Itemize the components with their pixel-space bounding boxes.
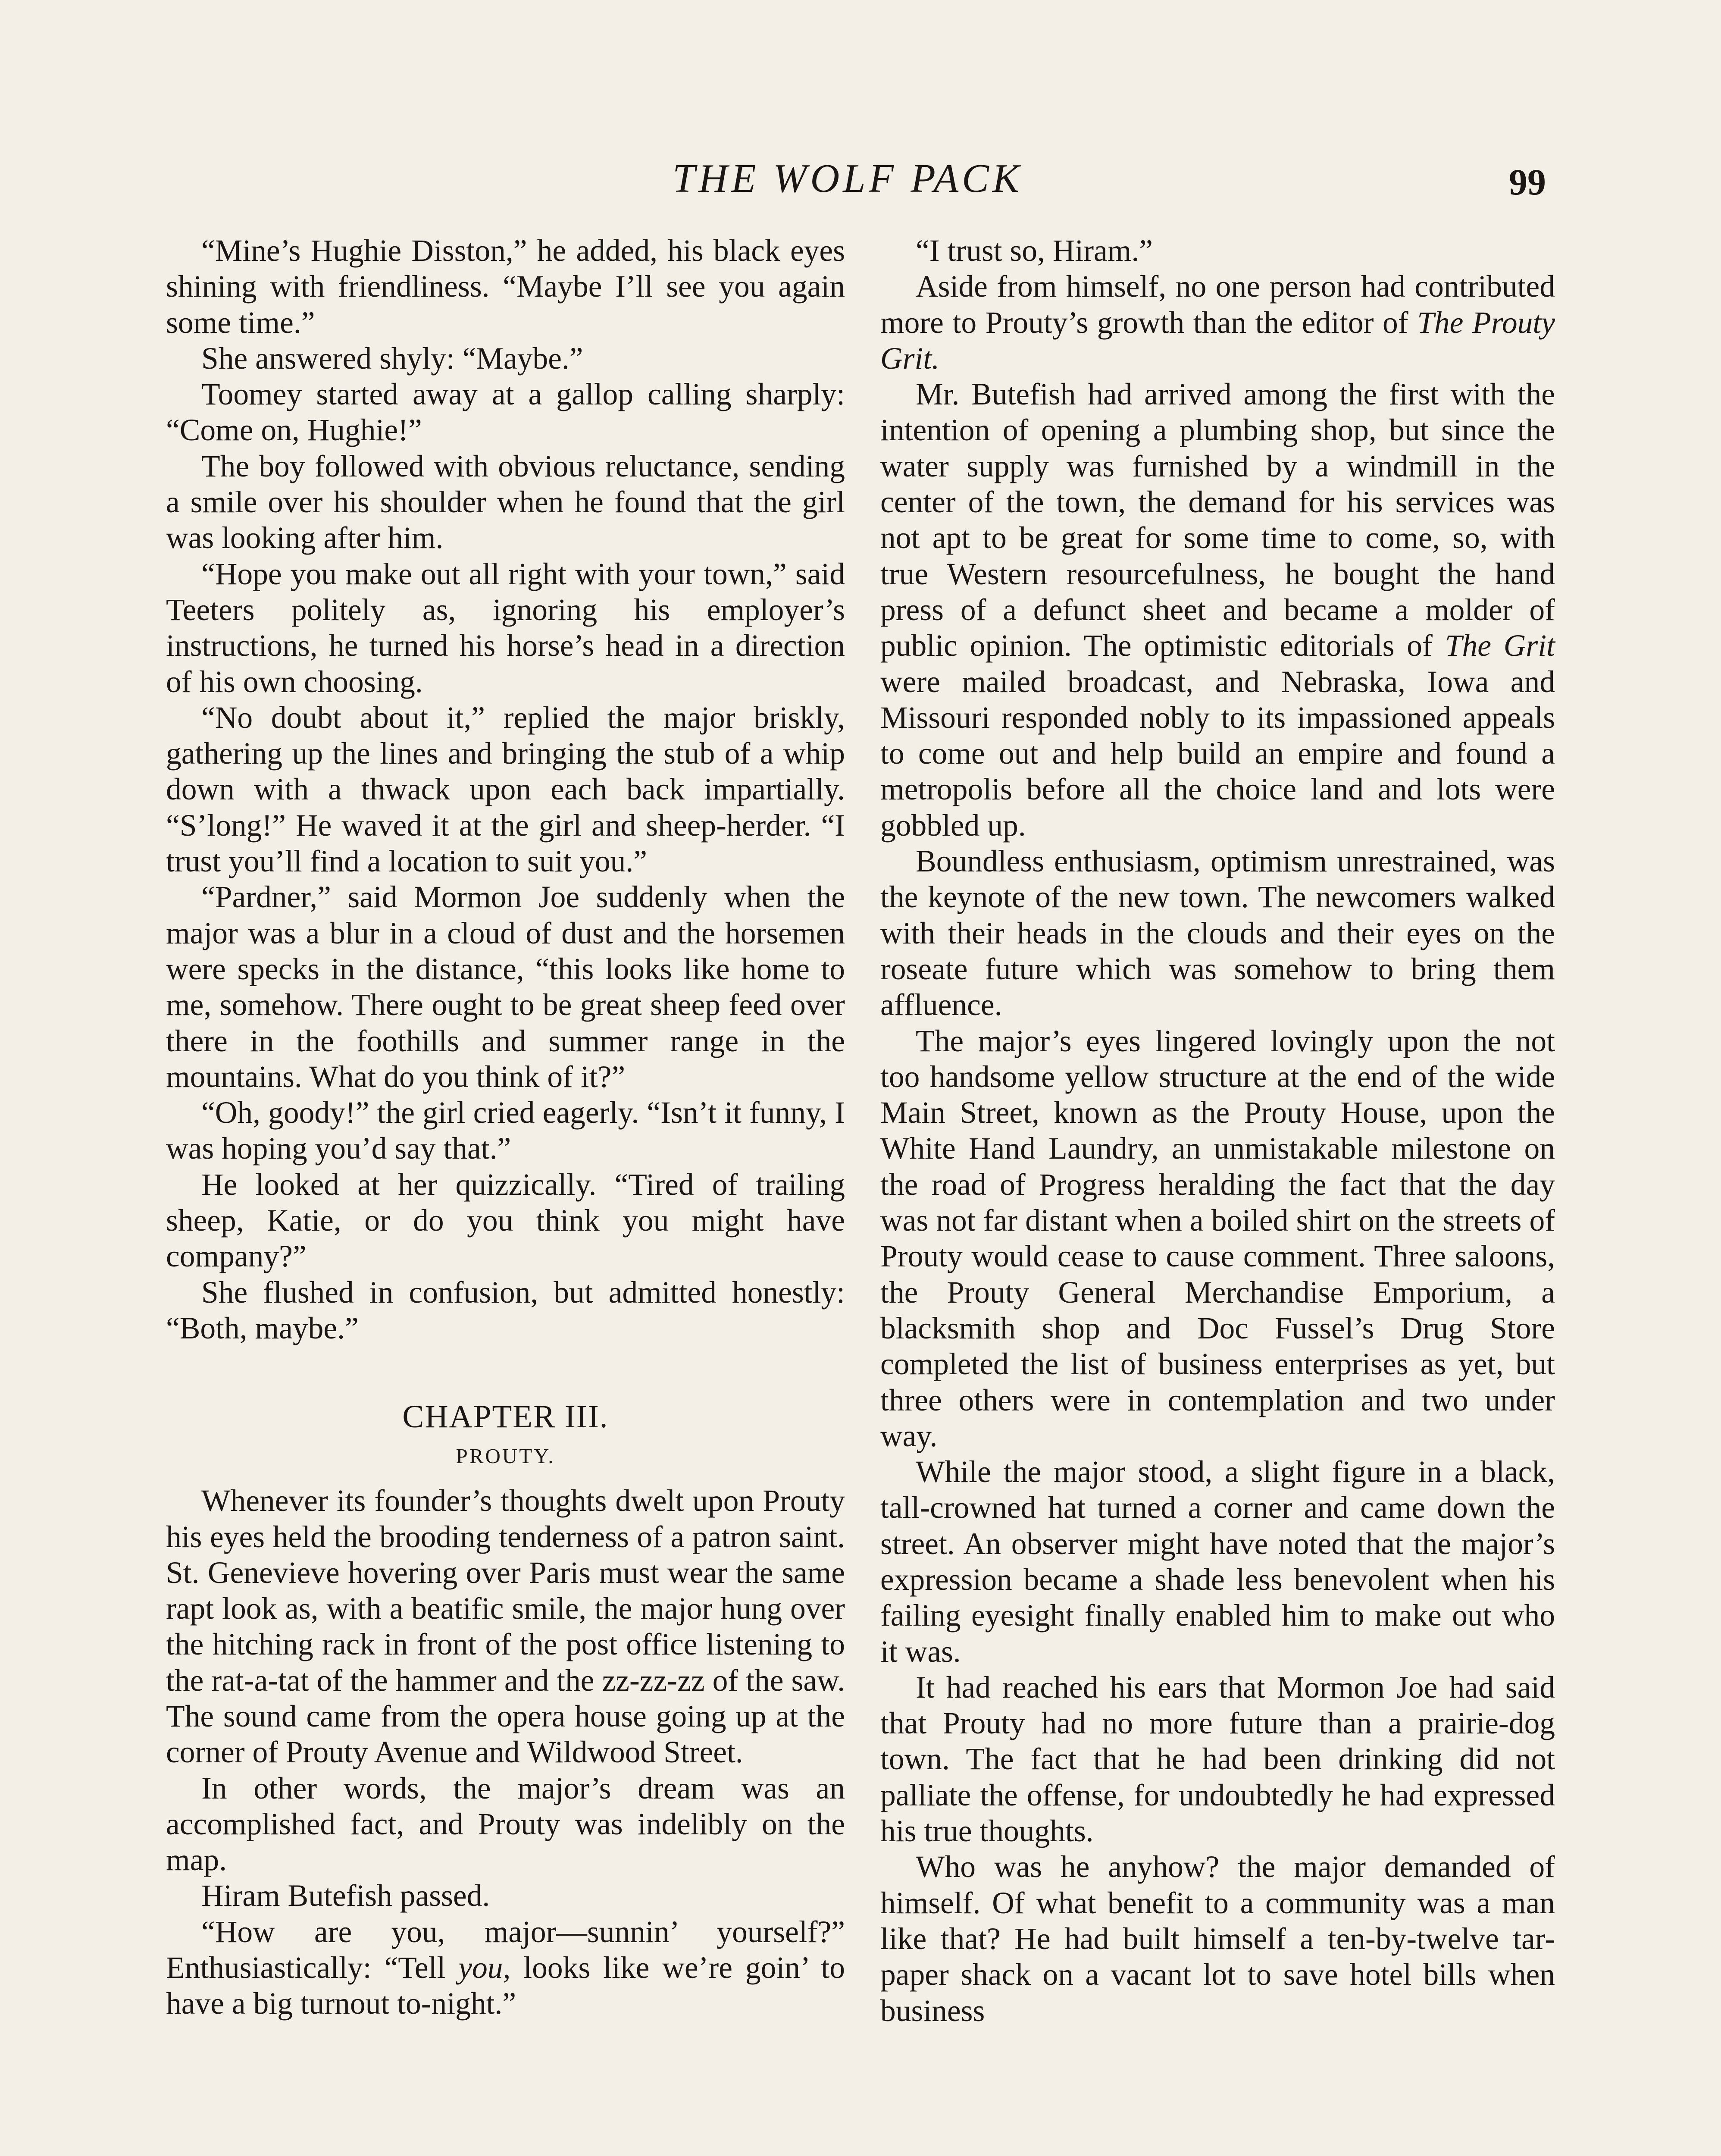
running-title: THE WOLF PACK bbox=[673, 156, 1023, 201]
paragraph: The major’s eyes lingered lovingly upon the not too handsome yellow structure at the end of the wide Main Street, known as the Prouty House, upon the White Hand Laundry, an unmistakable milestone on the road of Progress heralding the fact that the day was not far distant when a boiled shirt on the streets of Prouty would cease to cause comment. Three saloons, the Prouty General Merchandise Emporium, a blacksmith shop and Doc Fussel’s Drug Store completed the list of business enterprises as yet, but three others were in contemplation and two under way. bbox=[880, 1024, 1555, 1453]
paragraph: Whenever its founder’s thoughts dwelt upon Prouty his eyes held the brooding tenderness of a patron saint. St. Genevieve hovering over Paris must wear the same rapt look as, with a beatific smile, the major hung over the hitching rack in front of the post office listening to the rat-a-tat of the hammer and the zz-zz-zz of the saw. The sound came from the opera house going up at the corner of Prouty Avenue and Wildwood Street. bbox=[166, 1484, 845, 1770]
italic-text: you, bbox=[458, 1951, 511, 1985]
text-run: Mr. Butefish had arrived among the first with the intention of opening a plumbing shop, but since the water supply was furnished by a windmill in the center of the town, the demand for his services was not apt to be great for some time to come, so, with true Western resourcefulness, he bought the hand press of a defunct sheet and became a molder of public opinion. The optimistic editorials of bbox=[880, 377, 1555, 663]
italic-text: The Grit bbox=[1445, 629, 1555, 663]
paragraph bbox=[880, 269, 1555, 376]
paragraph: “Oh, goody!” the girl cried eagerly. “Isn’t it funny, I was hoping you’d say that.” bbox=[166, 1096, 845, 1166]
paragraph: “Pardner,” said Mormon Joe suddenly when the major was a blur in a cloud of dust and the horsemen were specks in the distance, “this looks like home to me, somehow. There ought to be great sheep feed over there in the foothills and summer range in the mountains. What do you think of it?” bbox=[166, 880, 845, 1094]
paragraph: Boundless enthusiasm, optimism unrestrained, was the keynote of the new town. The newcomers walked with their heads in the clouds and their eyes on the roseate future which was somehow to bring them affluence. bbox=[880, 844, 1555, 1022]
left-column bbox=[166, 233, 845, 2022]
paragraph: She flushed in confusion, but admitted honestly: “Both, maybe.” bbox=[166, 1275, 845, 1345]
paragraph: “Mine’s Hughie Disston,” he added, his black eyes shining with friendliness. “Maybe I’ll see you again some time.” bbox=[166, 234, 845, 340]
paragraph: “Hope you make out all right with your town,” said Teeters politely as, ignoring his employer’s instructions, he turned his horse’s head in a direction of his own choosing. bbox=[166, 557, 845, 699]
paragraph: The boy followed with obvious reluctance, sending a smile over his shoulder when he found that the girl was looking after him. bbox=[166, 449, 845, 555]
paragraph: He looked at her quizzically. “Tired of trailing sheep, Katie, or do you think you might have company?” bbox=[166, 1167, 845, 1274]
paragraph: Toomey started away at a gallop calling sharply: “Come on, Hughie!” bbox=[166, 377, 845, 448]
paragraph: Who was he anyhow? the major demanded of himself. Of what benefit to a community was a man like that? He had built himself a ten-by-twelve tar-paper shack on a vacant lot to save hotel bills when business bbox=[880, 1850, 1555, 2028]
paragraph: “I trust so, Hiram.” bbox=[916, 234, 1153, 268]
chapter-subtitle: PROUTY. bbox=[456, 1444, 555, 1468]
page-number: 99 bbox=[1509, 161, 1546, 203]
paragraph: “No doubt about it,” replied the major briskly, gathering up the lines and bringing the stub of a whip down with a thwack upon each back impartially. “S’long!” He waved it at the girl and sheep-herder. “I trust you’ll find a location to suit you.” bbox=[166, 700, 845, 879]
paragraph: In other words, the major’s dream was an accomplished fact, and Prouty was indelibly on the map. bbox=[166, 1771, 845, 1877]
italic-text: The Prouty Grit. bbox=[880, 305, 1555, 376]
chapter-heading: CHAPTER III. bbox=[402, 1399, 609, 1435]
paragraph: It had reached his ears that Mormon Joe had said that Prouty had no more future than a prairie-dog town. The fact that he had been drinking did not palliate the offense, for undoubtedly he had expressed his true thoughts. bbox=[880, 1670, 1555, 1849]
page-header bbox=[0, 155, 1721, 207]
text-run: were mailed broadcast, and Nebraska, Iowa and Missouri responded nobly to its impassioned appeals to come out and help build an empire and found a metropolis before all the choice land and lots were gobbled up. bbox=[880, 664, 1555, 843]
paragraph bbox=[166, 1914, 845, 2022]
right-column bbox=[880, 233, 1555, 2029]
paragraph: She answered shyly: “Maybe.” bbox=[201, 341, 583, 376]
paragraph: While the major stood, a slight figure in a black, tall-crowned hat turned a corner and came down the street. An observer might have noted that the major’s expression became a shade less benevolent when his failing eyesight finally enabled him to make out who it was. bbox=[880, 1455, 1555, 1669]
text-run: Aside from himself, no one person had contributed more to Prouty’s growth than the editor of bbox=[880, 270, 1555, 340]
paragraph: Hiram Butefish passed. bbox=[201, 1879, 490, 1913]
text-run: looks like we’re goin’ to have a big turnout to-night.” bbox=[166, 1951, 845, 2021]
paragraph bbox=[880, 376, 1555, 843]
text-run: “How are you, major—sunnin’ yourself?” Enthusiastically: “Tell bbox=[166, 1915, 845, 1985]
